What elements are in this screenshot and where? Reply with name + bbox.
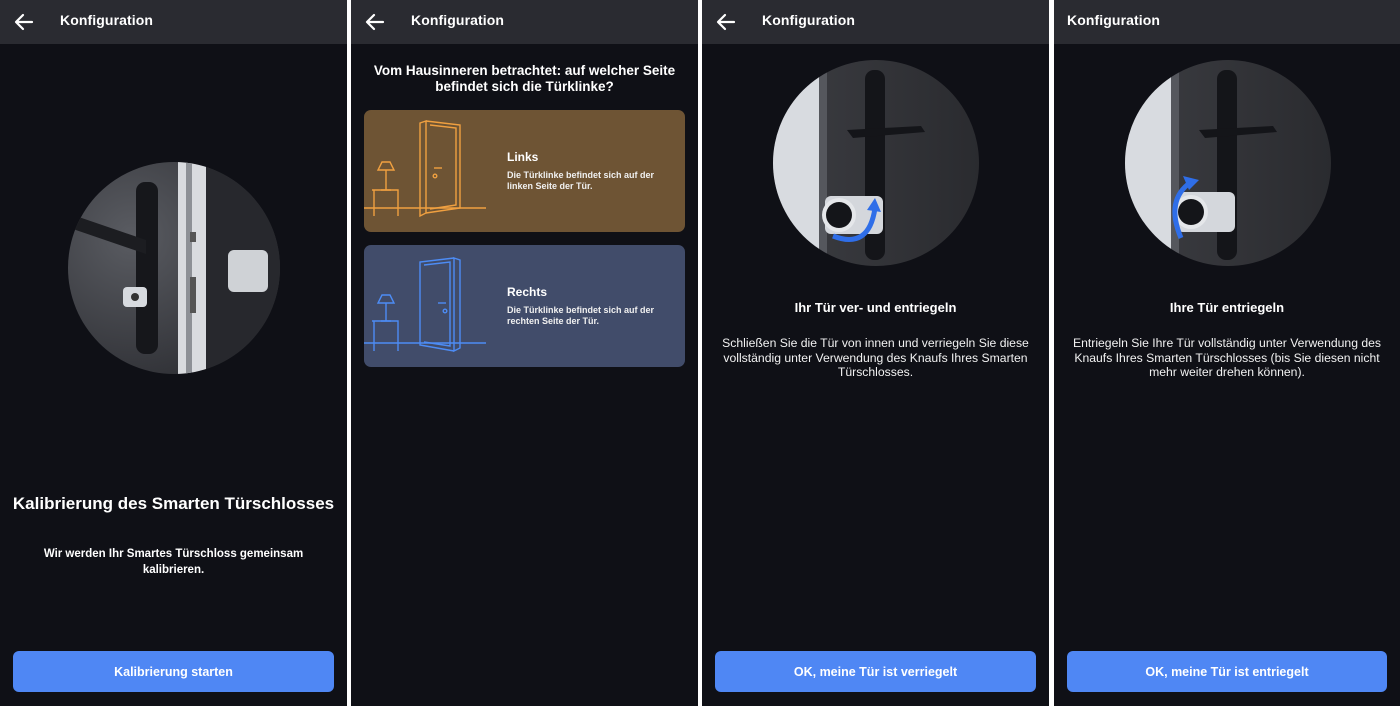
option-left-description: Die Türklinke befindet sich auf der linken Seite der Tür. bbox=[507, 170, 655, 191]
start-calibration-button[interactable]: Kalibrierung starten bbox=[13, 651, 334, 692]
arrow-left-icon[interactable] bbox=[714, 10, 738, 34]
smart-lock-illustration bbox=[68, 162, 280, 374]
handle-side-screen bbox=[351, 0, 698, 706]
unlock-step-title: Ihre Tür entriegeln bbox=[1169, 300, 1285, 315]
arrow-left-icon[interactable] bbox=[363, 10, 387, 34]
header-title: Konfiguration bbox=[60, 12, 154, 28]
calibration-intro-screen bbox=[0, 0, 347, 706]
option-left-card[interactable] bbox=[364, 110, 685, 232]
option-right-title: Rechts bbox=[507, 285, 548, 299]
door-left-illustration bbox=[364, 110, 494, 232]
header-bar bbox=[0, 0, 347, 44]
calibration-subtitle: Wir werden Ihr Smartes Türschloss gemeinsam kalibrieren. bbox=[43, 548, 304, 576]
arrow-left-icon[interactable] bbox=[12, 10, 36, 34]
door-locked-button[interactable]: OK, meine Tür ist verriegelt bbox=[715, 651, 1036, 692]
header-title: Konfiguration bbox=[1067, 12, 1161, 28]
calibration-title: Kalibrierung des Smarten Türschlosses bbox=[12, 494, 335, 513]
option-left-title: Links bbox=[507, 150, 539, 164]
header-title: Konfiguration bbox=[762, 12, 856, 28]
header-bar bbox=[351, 0, 698, 44]
door-unlocked-button[interactable]: OK, meine Tür ist entriegelt bbox=[1067, 651, 1387, 692]
door-right-illustration bbox=[364, 245, 494, 367]
header-title: Konfiguration bbox=[411, 12, 505, 28]
header-bar bbox=[1054, 0, 1400, 44]
unlock-door-screen bbox=[1054, 0, 1400, 706]
option-right-card[interactable] bbox=[364, 245, 685, 367]
lock-step-body: Schließen Sie die Tür von innen und verriegeln Sie diese vollständig unter Verwendung des Knaufs Ihres Smarten Türschlosses. bbox=[722, 336, 1029, 379]
handle-side-question: Vom Hausinneren betrachtet: auf welcher Seite befindet sich die Türklinke? bbox=[373, 63, 676, 94]
door-knob-lock-illustration bbox=[773, 60, 979, 266]
lock-step-title: Ihr Tür ver- und entriegeln bbox=[794, 300, 957, 315]
header-bar bbox=[702, 0, 1049, 44]
option-right-description: Die Türklinke befindet sich auf der rechten Seite der Tür. bbox=[507, 305, 655, 326]
unlock-step-body: Entriegeln Sie Ihre Tür vollständig unter Verwendung des Knaufs Ihres Smarten Türschlosses (bis Sie diesen nicht mehr weiter drehen können). bbox=[1072, 336, 1382, 379]
lock-door-screen bbox=[702, 0, 1049, 706]
door-knob-unlock-illustration bbox=[1125, 60, 1331, 266]
